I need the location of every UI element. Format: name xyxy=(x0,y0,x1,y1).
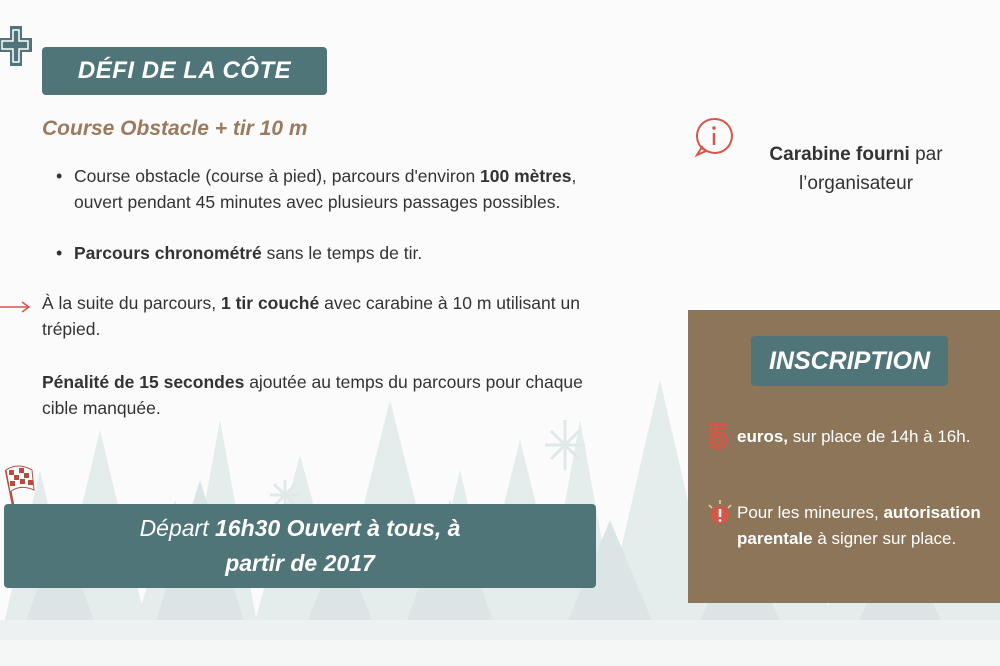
arrow-right-icon xyxy=(0,300,32,314)
penalty-paragraph: Pénalité de 15 secondes ajoutée au temps du parcours pour chaque cible manquée. xyxy=(42,372,583,418)
inscription-title: INSCRIPTION xyxy=(751,336,948,386)
event-title: DÉFI DE LA CÔTE xyxy=(42,47,327,95)
list-item: • Course obstacle (course à pied), parcours d'environ 100 mètres, ouvert pendant 45 minutes avec plusieurs passages possibles. xyxy=(52,164,622,215)
info-icon xyxy=(694,116,734,158)
price-text: euros, sur place de 14h à 16h. xyxy=(737,427,971,446)
list-item: • Parcours chronométré sans le temps de tir. xyxy=(52,241,622,267)
number-five-icon xyxy=(705,418,731,454)
event-subtitle: Course Obstacle + tir 10 m xyxy=(42,117,308,140)
shooting-paragraph: À la suite du parcours, 1 tir couché avec carabine à 10 m utilisant un trépied. xyxy=(42,293,580,339)
course-details-list xyxy=(52,164,622,267)
plus-icon xyxy=(0,24,34,68)
bottom-band xyxy=(0,640,1000,666)
price-number: 5 xyxy=(708,418,728,454)
minors-note: Pour les mineures, autorisation parentale à signer sur place. xyxy=(737,503,981,548)
start-time-banner: Départ 16h30 Ouvert à tous, à partir de 2017 xyxy=(4,504,596,588)
carabine-note: Carabine fourni par l’organisateur xyxy=(769,144,943,194)
exclamation-icon xyxy=(706,499,734,527)
